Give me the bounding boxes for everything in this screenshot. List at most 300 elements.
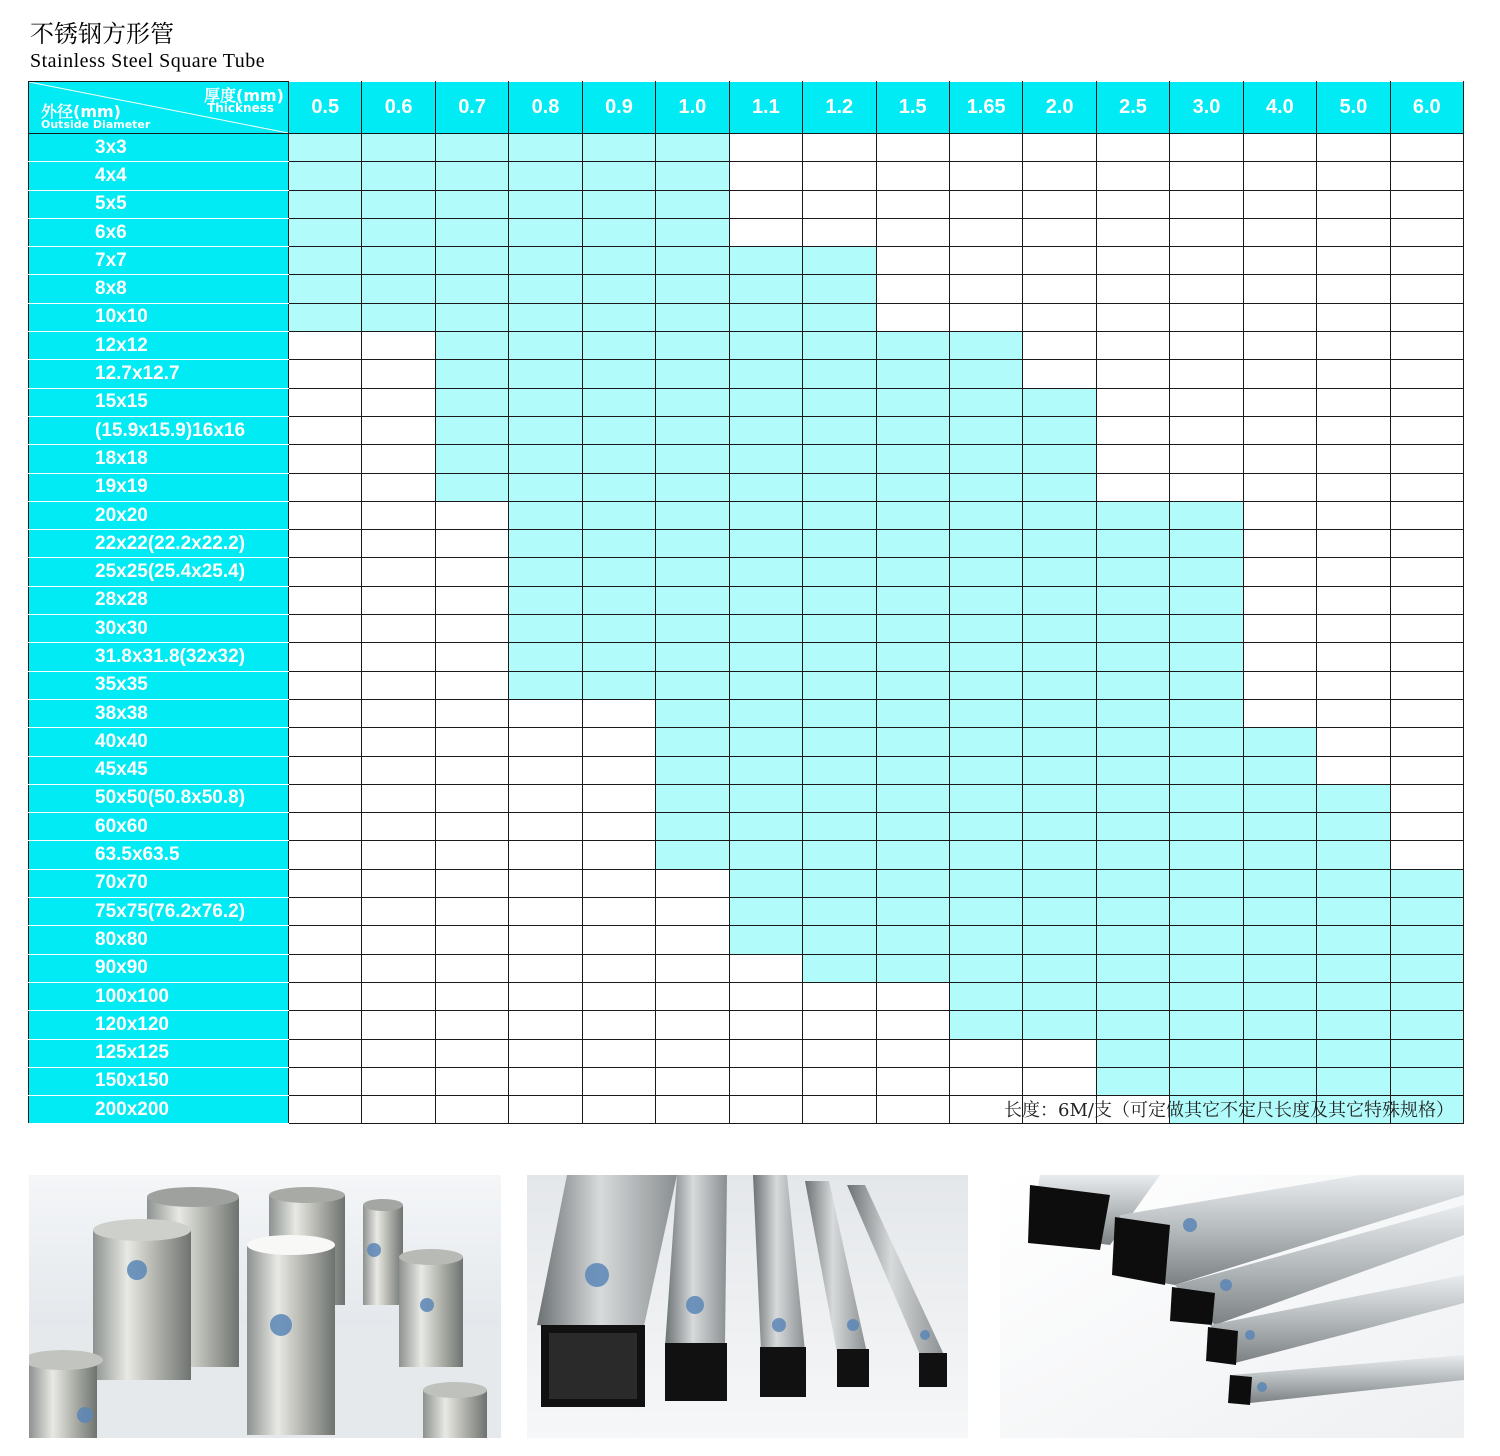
table-row [29,473,1464,501]
empty-cell [289,445,362,473]
available-cell [435,218,508,246]
available-cell [656,813,729,841]
empty-cell [1317,643,1390,671]
available-cell [582,303,655,331]
empty-cell [1390,643,1463,671]
empty-cell [876,1011,949,1039]
page-title-cn: 不锈钢方形管 [30,20,174,48]
empty-cell [876,162,949,190]
empty-cell [435,615,508,643]
available-cell [803,558,876,586]
empty-cell [435,728,508,756]
empty-cell [362,360,435,388]
empty-cell [289,530,362,558]
empty-cell [656,1067,729,1095]
available-cell [509,247,582,275]
size-label: 6x6 [29,218,289,246]
available-cell [949,416,1022,444]
available-cell [362,247,435,275]
table-row [29,360,1464,388]
empty-cell [509,756,582,784]
available-cell [949,558,1022,586]
empty-cell [289,416,362,444]
empty-cell [582,954,655,982]
size-label: 19x19 [29,473,289,501]
page-title-en: Stainless Steel Square Tube [30,50,266,72]
empty-cell [289,926,362,954]
empty-cell [1317,360,1390,388]
empty-cell [729,1039,802,1067]
empty-cell [876,982,949,1010]
empty-cell [1096,303,1169,331]
empty-cell [1170,360,1243,388]
empty-cell [582,1096,655,1124]
available-cell [435,303,508,331]
table-row [29,926,1464,954]
available-cell [876,898,949,926]
available-cell [949,445,1022,473]
available-cell [876,869,949,897]
available-cell [949,784,1022,812]
available-cell [509,445,582,473]
empty-cell [1243,190,1316,218]
available-cell [876,926,949,954]
available-cell [509,473,582,501]
available-cell [582,501,655,529]
available-cell [289,134,362,162]
available-cell [582,275,655,303]
available-cell [1317,841,1390,869]
available-cell [729,332,802,360]
available-cell [509,501,582,529]
available-cell [876,671,949,699]
thickness-header: 0.7 [435,82,508,134]
available-cell [509,134,582,162]
available-cell [1170,1011,1243,1039]
empty-cell [1390,445,1463,473]
available-cell [1390,1011,1463,1039]
available-cell [656,445,729,473]
empty-cell [1170,332,1243,360]
available-cell [656,416,729,444]
empty-cell [1170,275,1243,303]
empty-cell [1023,303,1096,331]
empty-cell [1390,586,1463,614]
empty-cell [509,699,582,727]
available-cell [949,898,1022,926]
empty-cell [509,898,582,926]
empty-cell [435,898,508,926]
empty-cell [1317,332,1390,360]
table-row [29,954,1464,982]
available-cell [803,388,876,416]
available-cell [876,332,949,360]
empty-cell [1023,134,1096,162]
available-cell [1023,501,1096,529]
available-cell [1317,982,1390,1010]
available-cell [1170,501,1243,529]
empty-cell [289,586,362,614]
empty-cell [949,303,1022,331]
size-label: 50x50(50.8x50.8) [29,784,289,812]
empty-cell [289,869,362,897]
available-cell [729,671,802,699]
available-cell [1317,898,1390,926]
empty-cell [1243,134,1316,162]
thickness-label-cn: 厚度(mm) [204,86,284,105]
available-cell [876,841,949,869]
available-cell [949,586,1022,614]
available-cell [1023,699,1096,727]
empty-cell [435,1039,508,1067]
angled-square-tubes-photo [1000,1175,1464,1438]
available-cell [1243,841,1316,869]
empty-cell [435,1011,508,1039]
available-cell [509,416,582,444]
available-cell [1096,643,1169,671]
available-cell [1096,530,1169,558]
available-cell [1096,813,1169,841]
available-cell [803,501,876,529]
available-cell [1096,869,1169,897]
empty-cell [582,1011,655,1039]
empty-cell [803,982,876,1010]
table-row [29,247,1464,275]
available-cell [1023,728,1096,756]
table-row [29,1039,1464,1067]
table-row [29,1011,1464,1039]
available-cell [729,898,802,926]
available-cell [803,643,876,671]
available-cell [1170,530,1243,558]
available-cell [582,530,655,558]
size-label: 30x30 [29,615,289,643]
size-label: 12x12 [29,332,289,360]
available-cell [1390,898,1463,926]
available-cell [1170,1039,1243,1067]
available-cell [949,982,1022,1010]
size-label: 8x8 [29,275,289,303]
empty-cell [1243,303,1316,331]
available-cell [1023,615,1096,643]
available-cell [729,303,802,331]
empty-cell [1243,643,1316,671]
empty-cell [289,756,362,784]
empty-cell [1317,473,1390,501]
empty-cell [1390,218,1463,246]
empty-cell [1096,332,1169,360]
empty-cell [1096,416,1169,444]
available-cell [656,388,729,416]
empty-cell [289,671,362,699]
empty-cell [1243,615,1316,643]
available-cell [509,558,582,586]
available-cell [1243,813,1316,841]
available-cell [949,473,1022,501]
empty-cell [1096,218,1169,246]
available-cell [1023,416,1096,444]
available-cell [435,332,508,360]
available-cell [729,473,802,501]
size-label: 31.8x31.8(32x32) [29,643,289,671]
available-cell [582,558,655,586]
empty-cell [1096,162,1169,190]
table-row [29,671,1464,699]
empty-cell [1317,699,1390,727]
empty-cell [289,501,362,529]
available-cell [656,558,729,586]
length-note: 长度：6M/支（可定做其它不定尺长度及其它特殊规格） [1004,1100,1454,1121]
empty-cell [1390,728,1463,756]
empty-cell [1390,190,1463,218]
size-label: 40x40 [29,728,289,756]
empty-cell [289,1096,362,1124]
available-cell [656,134,729,162]
empty-cell [1390,416,1463,444]
size-label: 18x18 [29,445,289,473]
available-cell [362,134,435,162]
table-row [29,162,1464,190]
empty-cell [362,898,435,926]
size-label: 12.7x12.7 [29,360,289,388]
empty-cell [1317,586,1390,614]
available-cell [949,699,1022,727]
diameter-label-en: Outside Diameter [41,118,151,131]
empty-cell [1096,473,1169,501]
empty-cell [729,954,802,982]
available-cell [949,728,1022,756]
empty-cell [362,784,435,812]
available-cell [803,728,876,756]
thickness-header: 3.0 [1170,82,1243,134]
empty-cell [1096,190,1169,218]
available-cell [656,530,729,558]
empty-cell [362,501,435,529]
empty-cell [362,586,435,614]
empty-cell [1170,162,1243,190]
available-cell [1096,898,1169,926]
size-label: 90x90 [29,954,289,982]
empty-cell [1390,134,1463,162]
available-cell [729,756,802,784]
empty-cell [435,756,508,784]
available-cell [1243,926,1316,954]
available-cell [1096,756,1169,784]
empty-cell [509,1067,582,1095]
empty-cell [1317,728,1390,756]
empty-cell [289,1067,362,1095]
available-cell [656,615,729,643]
empty-cell [1317,190,1390,218]
available-cell [289,275,362,303]
available-cell [656,360,729,388]
empty-cell [362,954,435,982]
available-cell [1023,869,1096,897]
available-cell [509,190,582,218]
available-cell [362,218,435,246]
empty-cell [1390,615,1463,643]
empty-cell [1243,558,1316,586]
empty-cell [1243,416,1316,444]
size-label: 5x5 [29,190,289,218]
available-cell [582,473,655,501]
available-cell [1096,671,1169,699]
available-cell [435,190,508,218]
empty-cell [1023,1067,1096,1095]
available-cell [1243,869,1316,897]
available-cell [509,388,582,416]
available-cell [729,841,802,869]
available-cell [1390,1067,1463,1095]
available-cell [435,360,508,388]
empty-cell [1023,332,1096,360]
available-cell [1170,699,1243,727]
size-label: 15x15 [29,388,289,416]
empty-cell [803,1067,876,1095]
thickness-header: 0.6 [362,82,435,134]
available-cell [729,388,802,416]
table-row [29,388,1464,416]
size-label: 10x10 [29,303,289,331]
empty-cell [1023,360,1096,388]
thickness-header: 1.5 [876,82,949,134]
empty-cell [509,1039,582,1067]
empty-cell [435,1067,508,1095]
available-cell [435,473,508,501]
available-cell [949,332,1022,360]
available-cell [1023,1011,1096,1039]
size-label: (15.9x15.9)16x16 [29,416,289,444]
available-cell [1096,926,1169,954]
empty-cell [1317,218,1390,246]
empty-cell [656,954,729,982]
available-cell [656,332,729,360]
available-cell [1243,982,1316,1010]
available-cell [656,162,729,190]
empty-cell [1317,388,1390,416]
available-cell [1023,586,1096,614]
empty-cell [1390,162,1463,190]
empty-cell [1317,501,1390,529]
empty-cell [656,898,729,926]
available-cell [656,728,729,756]
available-cell [582,586,655,614]
empty-cell [1243,332,1316,360]
empty-cell [1390,841,1463,869]
available-cell [656,784,729,812]
available-cell [656,247,729,275]
available-cell [1170,869,1243,897]
empty-cell [509,784,582,812]
thickness-header: 5.0 [1317,82,1390,134]
size-label: 75x75(76.2x76.2) [29,898,289,926]
empty-cell [1023,190,1096,218]
empty-cell [582,756,655,784]
table-row [29,303,1464,331]
empty-cell [1023,247,1096,275]
empty-cell [876,1067,949,1095]
available-cell [1243,954,1316,982]
available-cell [656,190,729,218]
available-cell [803,869,876,897]
empty-cell [1243,218,1316,246]
available-cell [949,615,1022,643]
available-cell [1170,841,1243,869]
empty-cell [949,162,1022,190]
empty-cell [435,784,508,812]
available-cell [289,218,362,246]
table-row [29,530,1464,558]
available-cell [656,756,729,784]
empty-cell [1317,756,1390,784]
available-cell [582,671,655,699]
empty-cell [729,1011,802,1039]
available-cell [362,275,435,303]
available-cell [803,530,876,558]
empty-cell [362,841,435,869]
available-cell [1096,501,1169,529]
size-label: 7x7 [29,247,289,275]
size-label: 4x4 [29,162,289,190]
empty-cell [803,190,876,218]
available-cell [729,615,802,643]
empty-cell [729,190,802,218]
empty-cell [1390,247,1463,275]
available-cell [729,247,802,275]
empty-cell [1023,1039,1096,1067]
size-label: 120x120 [29,1011,289,1039]
available-cell [656,841,729,869]
available-cell [803,332,876,360]
size-label: 63.5x63.5 [29,841,289,869]
available-cell [729,445,802,473]
empty-cell [876,275,949,303]
empty-cell [1170,134,1243,162]
available-cell [876,615,949,643]
available-cell [803,926,876,954]
empty-cell [362,332,435,360]
thickness-header: 2.0 [1023,82,1096,134]
empty-cell [1023,218,1096,246]
empty-cell [1096,134,1169,162]
diameter-label-cn: 外径(mm) [41,102,121,121]
available-cell [1096,784,1169,812]
empty-cell [1243,586,1316,614]
table-row [29,218,1464,246]
available-cell [1023,926,1096,954]
empty-cell [1243,162,1316,190]
empty-cell [289,784,362,812]
thickness-header: 1.1 [729,82,802,134]
available-cell [1243,784,1316,812]
empty-cell [656,1039,729,1067]
empty-cell [289,332,362,360]
empty-cell [582,869,655,897]
empty-cell [362,756,435,784]
available-cell [509,360,582,388]
available-cell [582,445,655,473]
empty-cell [582,841,655,869]
empty-cell [803,162,876,190]
empty-cell [289,982,362,1010]
empty-cell [435,954,508,982]
available-cell [729,699,802,727]
empty-cell [1317,615,1390,643]
empty-cell [1243,445,1316,473]
available-cell [876,388,949,416]
empty-cell [949,247,1022,275]
empty-cell [1390,332,1463,360]
